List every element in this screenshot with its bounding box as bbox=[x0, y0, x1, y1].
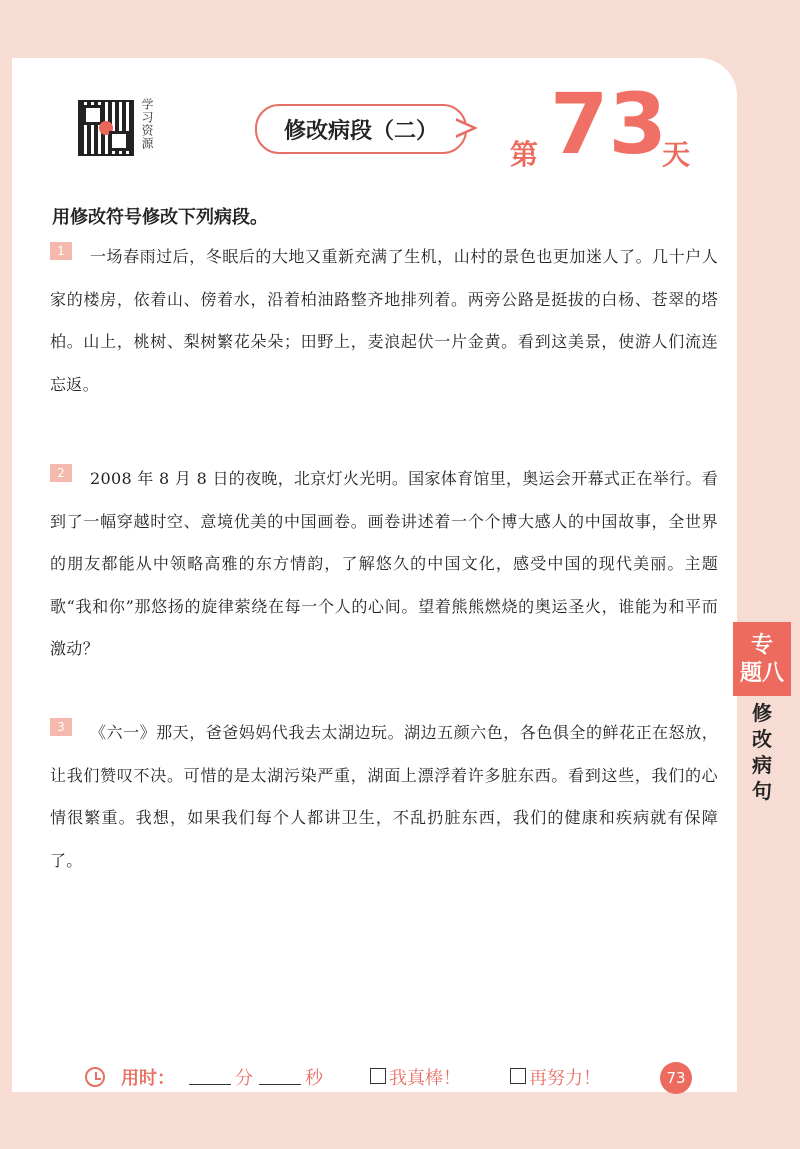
minutes-blank[interactable] bbox=[189, 1084, 231, 1085]
topic-tab-line1: 专 bbox=[750, 632, 773, 658]
day-prefix: 第 bbox=[510, 138, 539, 171]
try-harder-label: 再努力！ bbox=[529, 1068, 601, 1089]
great-label: 我真棒！ bbox=[389, 1068, 461, 1089]
item-text: 一场春雨过后，冬眠后的大地又重新充满了生机，山村的景色也更加迷人了。几十户人家的楼房，依着山、傍着水，沿着柏油路整齐地排列着。两旁公路是挺拔的白杨、苍翠的塔柏。山上，桃树、梨树繁花朵朵；田野上，麦浪起伏一片金黄。看到这美景，使游人们流连忘返。 bbox=[50, 247, 718, 394]
seconds-blank[interactable] bbox=[259, 1084, 301, 1085]
exercise-item bbox=[50, 712, 718, 882]
item-text: 2008 年 8 月 8 日的夜晚，北京灯火光明。国家体育馆里，奥运会开幕式正在举行。看到了一幅穿越时空、意境优美的中国画卷。画卷讲述着一个个博大感人的中国故事，全世界的朋友都能从中领略高雅的东方情韵，了解悠久的中国文化，感受中国的现代美丽。主题歌“我和你”那悠扬的旋律萦绕在每一个人的心间。望着熊熊燃烧的奥运圣火，谁能为和平而激动？ bbox=[50, 469, 718, 658]
lesson-title: 修改病段（二） bbox=[255, 104, 467, 154]
try-harder-checkbox[interactable] bbox=[510, 1068, 526, 1084]
day-number: 73 bbox=[550, 75, 667, 173]
speech-tail-inner bbox=[456, 121, 472, 135]
day-suffix: 天 bbox=[662, 138, 691, 171]
item-number-badge: 1 bbox=[50, 242, 72, 260]
time-label: 用时： bbox=[121, 1068, 175, 1089]
exercise-item bbox=[50, 236, 718, 406]
item-text: 《六一》那天，爸爸妈妈代我去太湖边玩。湖边五颜六色，各色俱全的鲜花正在怒放，让我们赞叹不决。可惜的是太湖污染严重，湖面上漂浮着许多脏东西。看到这些，我们的心情很繁重。我想，如果我们每个人都讲卫生，不乱扔脏东西，我们的健康和疾病就有保障了。 bbox=[50, 723, 718, 870]
page-number: 73 bbox=[660, 1062, 692, 1094]
topic-tab-line2: 题八 bbox=[739, 660, 784, 686]
topic-label: 修改病句 bbox=[752, 701, 772, 803]
qr-label: 学习资源 bbox=[140, 98, 154, 150]
minutes-label: 分 bbox=[235, 1068, 253, 1089]
topic-tab bbox=[733, 622, 791, 696]
exercise-instruction: 用修改符号修改下列病段。 bbox=[52, 207, 268, 228]
item-number-badge: 2 bbox=[50, 464, 72, 482]
footer-bar bbox=[85, 1064, 705, 1094]
seconds-label: 秒 bbox=[305, 1068, 323, 1089]
exercise-item bbox=[50, 458, 718, 671]
top-band bbox=[0, 0, 800, 58]
great-checkbox[interactable] bbox=[370, 1068, 386, 1084]
alarm-clock-icon bbox=[85, 1067, 105, 1087]
qr-code-icon[interactable] bbox=[78, 100, 134, 156]
item-number-badge: 3 bbox=[50, 718, 72, 736]
